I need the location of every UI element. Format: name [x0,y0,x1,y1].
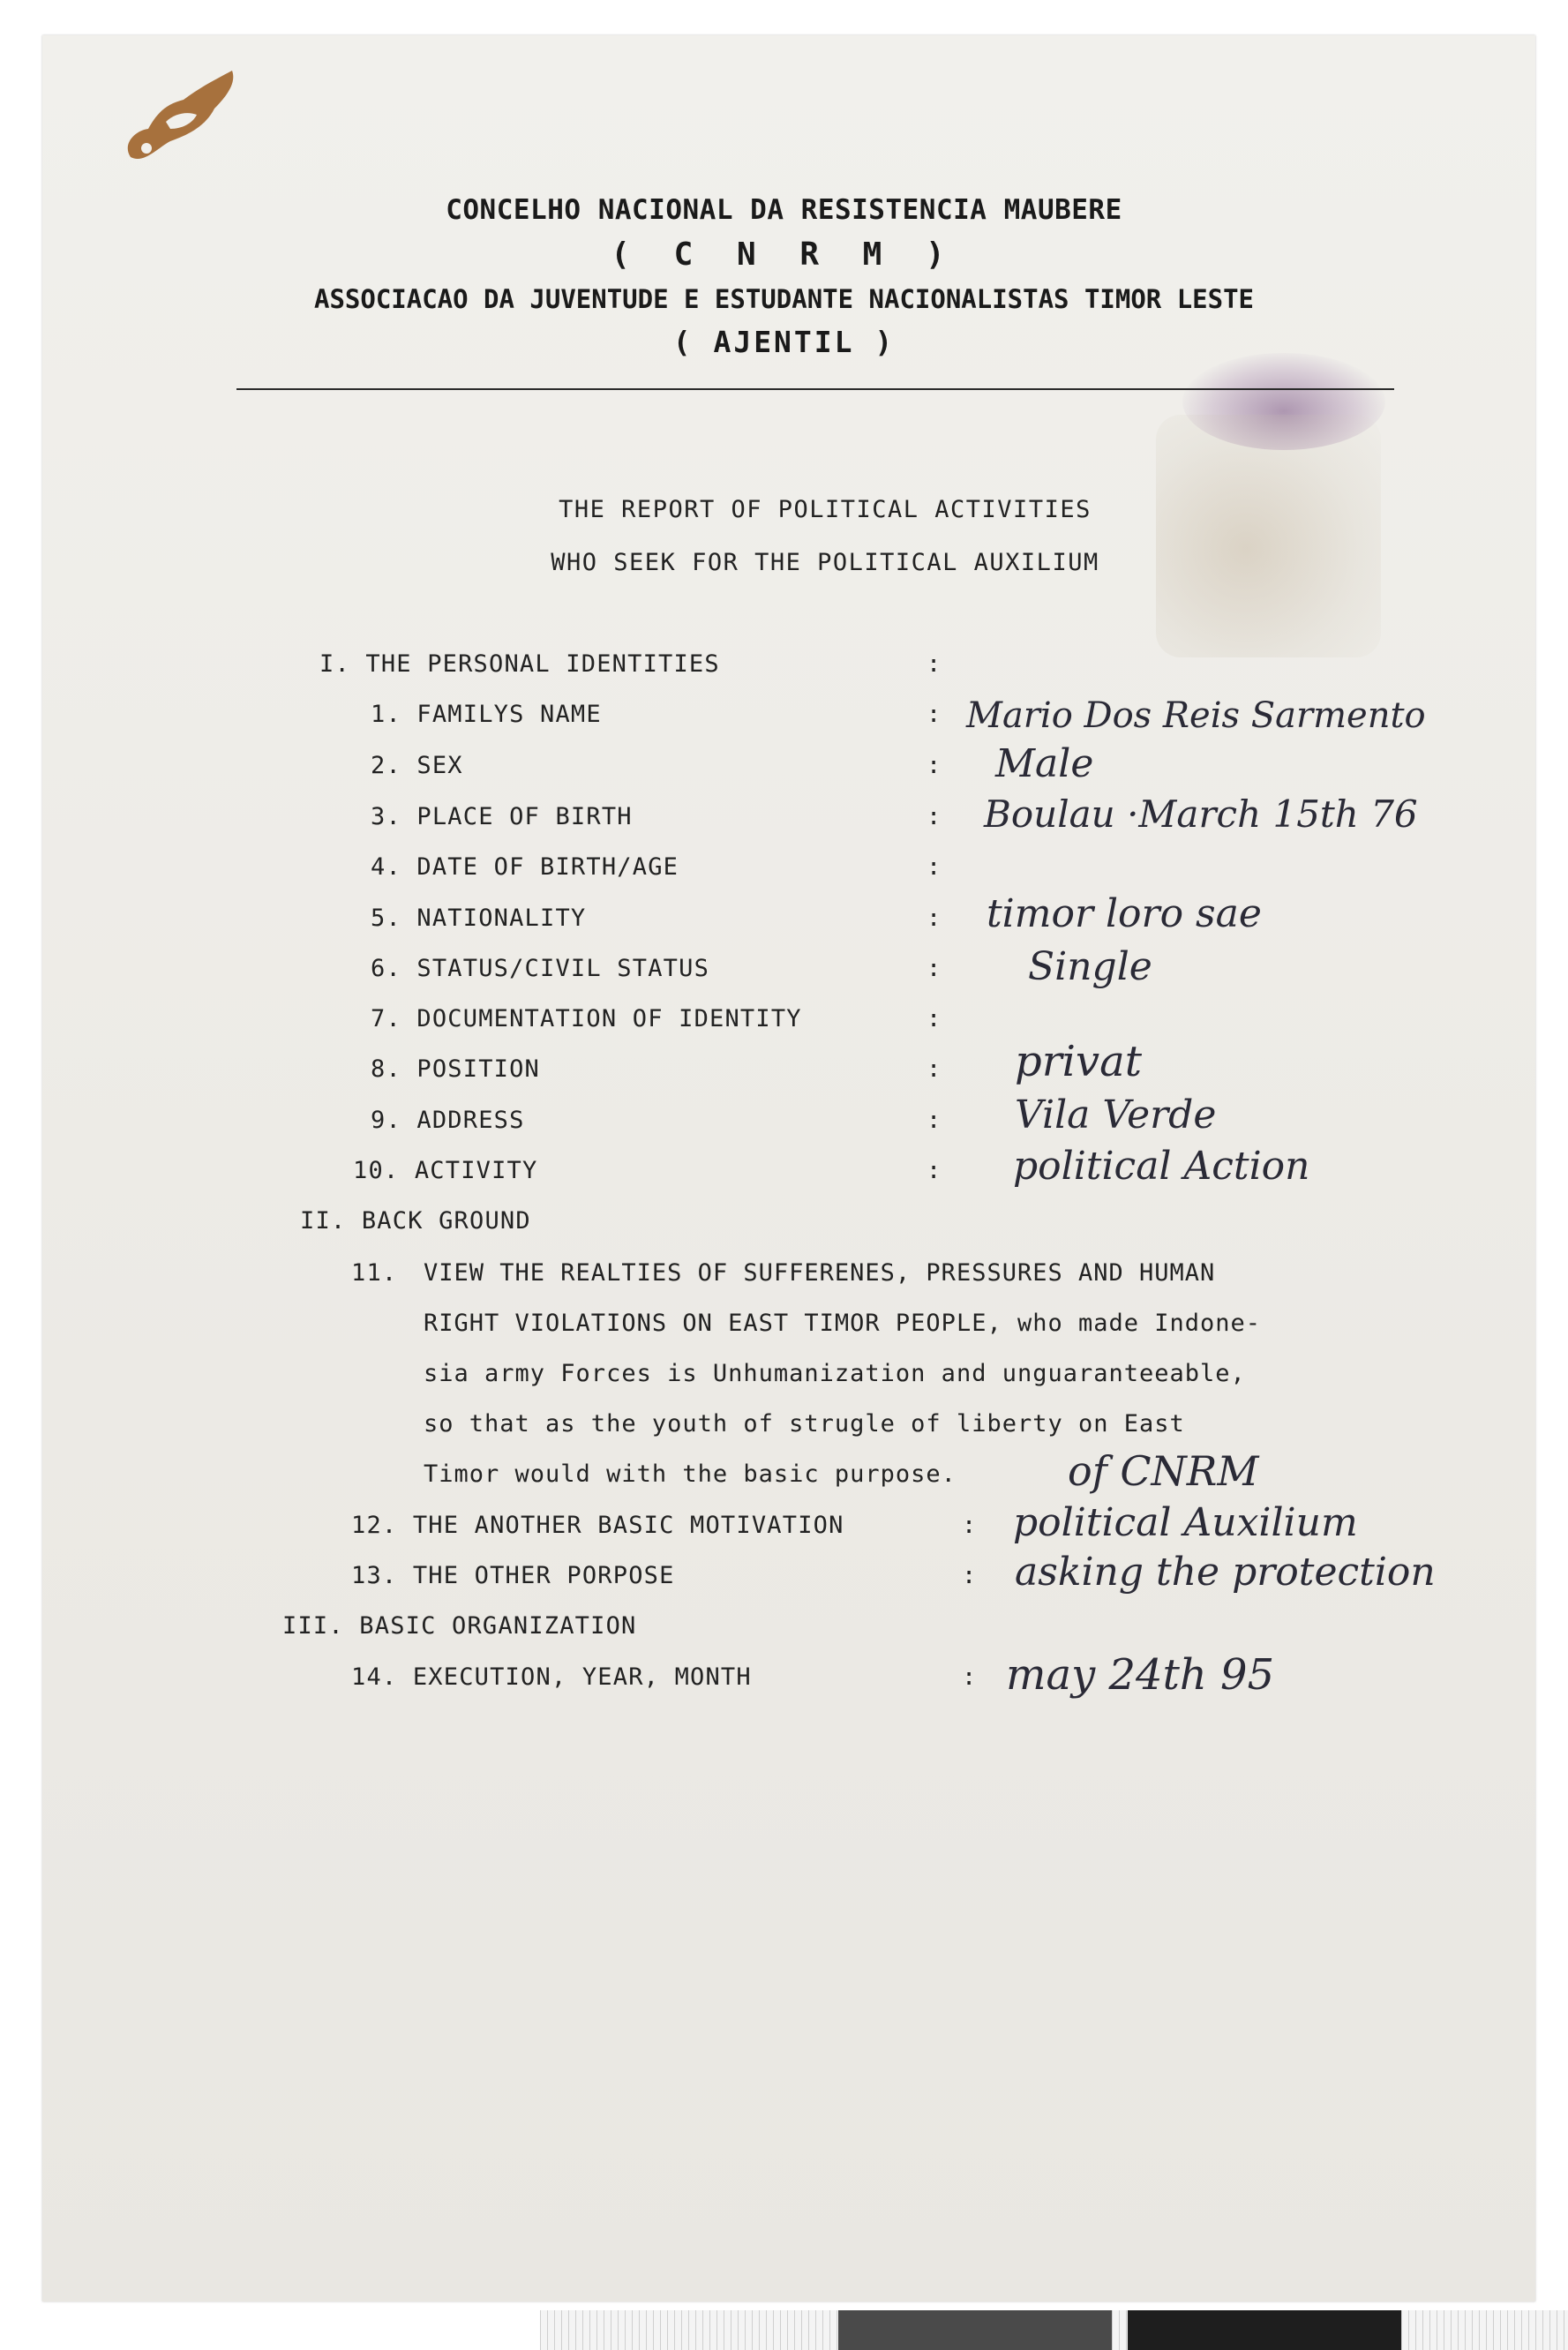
photo-placeholder-stain [1156,415,1381,657]
field-label-position: 8. POSITION [371,1055,541,1083]
report-title-line1: THE REPORT OF POLITICAL ACTIVITIES [559,496,1092,523]
field-value-sex: Male [995,741,1094,786]
field-value-civil-status: Single [1028,944,1152,989]
field-label-nationality: 5. NATIONALITY [371,905,587,932]
background-handwritten-addition: of CNRM [1068,1447,1259,1495]
field-value-address: Vila Verde [1015,1092,1217,1137]
background-item-number: 11. [351,1259,398,1287]
field-label-documentation: 7. DOCUMENTATION OF IDENTITY [371,1005,802,1032]
field-label-date-of-birth: 4. DATE OF BIRTH/AGE [371,853,679,881]
assoc-abbrev: ( AJENTIL ) [672,325,896,359]
scan-ruler-gray-block [838,2310,1112,2350]
report-title-line2: WHO SEEK FOR THE POLITICAL AUXILIUM [551,549,1099,576]
org-name: CONCELHO NACIONAL DA RESISTENCIA MAUBERE [446,194,1122,226]
field-label-civil-status: 6. STATUS/CIVIL STATUS [371,955,710,982]
section-personal-heading: I. THE PERSONAL IDENTITIES [319,650,720,678]
field-label-activity: 10. ACTIVITY [353,1157,538,1184]
field-value-position: privat [1015,1037,1143,1086]
background-line-5: Timor would with the basic purpose. [424,1460,957,1488]
field-label-address: 9. ADDRESS [371,1107,525,1134]
field-value-familys-name: Mario Dos Reis Sarmento [966,695,1426,736]
org-abbrev: ( C N R M ) [611,237,957,273]
colon: : [927,853,942,881]
field-value-place-of-birth: Boulau ·March 15th 76 [984,792,1418,836]
colon: : [927,752,942,779]
field-value-execution: may 24th 95 [1006,1650,1275,1700]
field-value-other-purpose: asking the protection [1015,1550,1436,1595]
colon: : [927,1107,942,1134]
section-background-heading: II. BACK GROUND [300,1207,531,1235]
field-label-motivation: 12. THE ANOTHER BASIC MOTIVATION [351,1512,844,1539]
colon: : [927,955,942,982]
field-label-execution: 14. EXECUTION, YEAR, MONTH [351,1663,752,1691]
colon: : [927,1055,942,1083]
burn-mark-stain [104,60,236,175]
header-divider [236,388,1394,390]
field-value-nationality: timor loro sae [987,891,1262,936]
scan-ruler-black-block [1128,2310,1401,2350]
colon: : [962,1663,977,1691]
colon: : [927,905,942,932]
field-value-activity: political Action [1013,1144,1310,1189]
background-line-1: VIEW THE REALTIES OF SUFFERENES, PRESSURES AND HUMAN [424,1259,1216,1287]
colon: : [927,803,942,830]
field-label-place-of-birth: 3. PLACE OF BIRTH [371,803,633,830]
assoc-name: ASSOCIACAO DA JUVENTUDE E ESTUDANTE NACIONALISTAS TIMOR LESTE [313,284,1255,314]
field-label-familys-name: 1. FAMILYS NAME [371,701,602,728]
field-value-motivation: political Auxilium [1013,1500,1358,1545]
background-line-3: sia army Forces is Unhumanization and unguaranteeable, [424,1360,1246,1387]
colon: : [927,701,942,728]
colon: : [927,1005,942,1032]
background-line-2: RIGHT VIOLATIONS ON EAST TIMOR PEOPLE, who made Indone- [424,1310,1262,1337]
colon: : [927,650,942,678]
field-label-sex: 2. SEX [371,752,463,779]
field-label-other-purpose: 13. THE OTHER PORPOSE [351,1562,675,1589]
section-organization-heading: III. BASIC ORGANIZATION [282,1612,637,1640]
background-line-4: so that as the youth of strugle of liberty on East [424,1410,1185,1438]
colon: : [962,1512,977,1539]
colon: : [962,1562,977,1589]
colon: : [927,1157,942,1184]
